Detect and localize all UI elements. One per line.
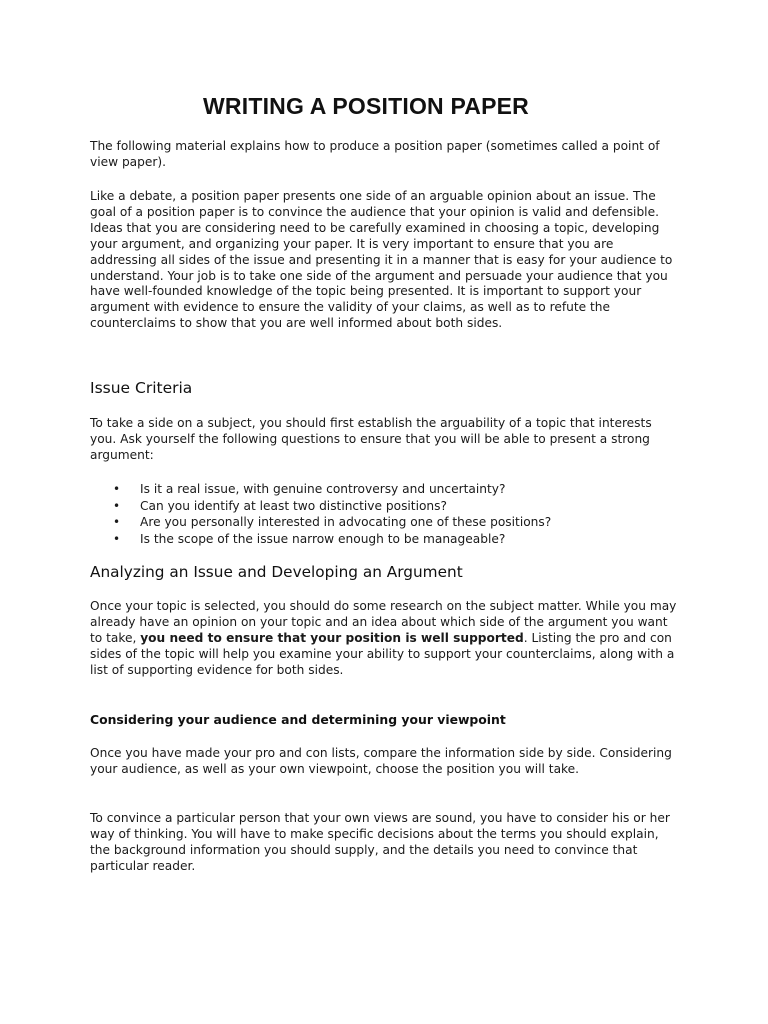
analyzing-heading: Analyzing an Issue and Developing an Argument	[90, 563, 463, 581]
bullet-icon: •	[113, 482, 121, 496]
list-item: • Are you personally interested in advocating one of these positions?	[113, 515, 552, 529]
page-title: WRITING A POSITION PAPER	[203, 93, 529, 119]
bullet-icon: •	[113, 515, 121, 529]
audience-heading: Considering your audience and determining your viewpoint	[90, 712, 506, 727]
issue-criteria-heading: Issue Criteria	[90, 379, 193, 397]
list-item: • Is it a real issue, with genuine controversy and uncertainty?	[113, 482, 506, 496]
audience-paragraph-1: Once you have made your pro and con lists, compare the information side by side. Considering your audience, as well as your own viewpoint, choose the position you will take.	[90, 746, 672, 776]
issue-criteria-list	[90, 481, 551, 547]
analyzing-paragraph: Once your topic is selected, you should do some research on the subject matter. While you may already have an opinion on your topic and an idea about which side of the argument you want to take, you need to ensure that your position is well supported. Listing the pro and con sides of the topic will help you examine your ability to support your counterclaims, along with a list of supporting evidence for both sides.	[90, 599, 677, 677]
list-item: • Is the scope of the issue narrow enough to be manageable?	[113, 531, 506, 546]
audience-paragraph-2: To convince a particular person that your own views are sound, you have to consider his or her way of thinking. You will have to make specific decisions about the terms you should explain, the background information you should supply, and the details you need to convince that particular reader.	[90, 811, 670, 873]
bullet-icon: •	[113, 531, 121, 546]
debate-paragraph: Like a debate, a position paper presents one side of an arguable opinion about an issue. The goal of a position paper is to convince the audience that your opinion is valid and defensible. Ideas that you are considering need to be carefully examined in choosing a topic, developing your argument, and organizing your paper. It is very important to ensure that you are addressing all sides of the issue and presenting it in a manner that is easy for your audience to understand. Your job is to take one side of the argument and persuade your audience that you have well-founded knowledge of the topic being presented. It is important to support your argument with evidence to ensure the validity of your claims, as well as to refute the counterclaims to show that you are well informed about both sides.	[90, 189, 673, 331]
list-item: • Can you identify at least two distinctive positions?	[113, 498, 447, 513]
emphasis-text: you need to ensure that your position is well supported	[140, 630, 524, 645]
intro-paragraph: The following material explains how to produce a position paper (sometimes called a point of view paper).	[90, 139, 660, 169]
issue-criteria-paragraph: To take a side on a subject, you should first establish the arguability of a topic that interests you. Ask yourself the following questions to ensure that you will be able to present a strong argument:	[90, 416, 652, 462]
bullet-icon: •	[113, 498, 121, 513]
